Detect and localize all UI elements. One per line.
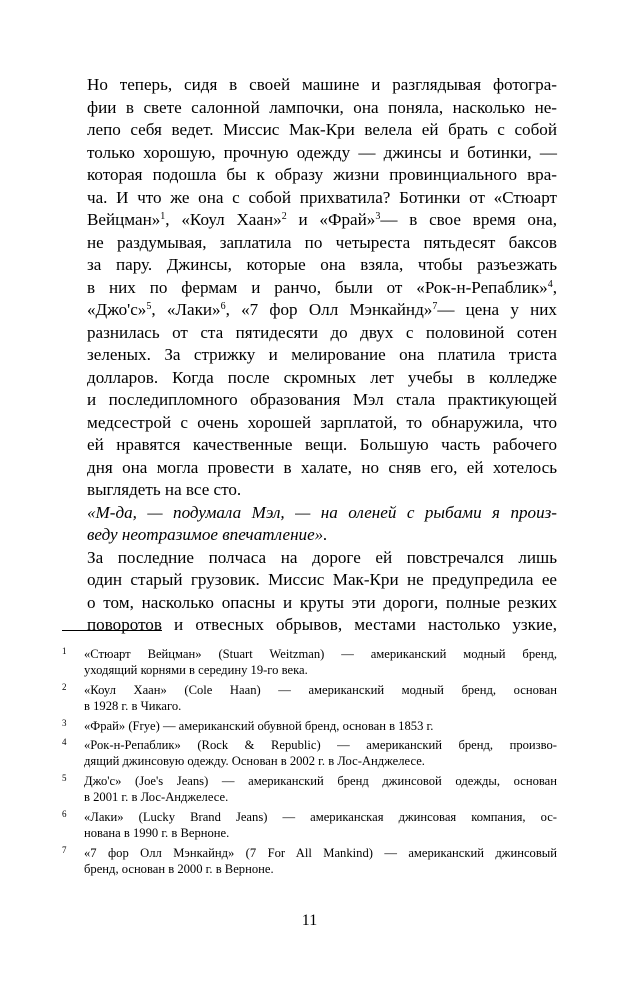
text-line: поворотов и отвесных обрывов, местами настолько узкие, xyxy=(87,615,557,634)
text-fragment: , «7 фор Олл Мэнкайнд» xyxy=(225,300,433,319)
footnote-5 xyxy=(62,773,557,805)
text-line: только хорошую, прочную одежду — джинсы и ботинки, — xyxy=(87,142,557,162)
text-fragment: , «Коул Хаан» xyxy=(165,210,282,229)
text-fragment: , «Лаки» xyxy=(151,300,221,319)
text-line: о том, насколько опасны и круты эти дороги, полные резких xyxy=(87,592,557,612)
paragraph-3 xyxy=(62,547,557,637)
main-text xyxy=(62,74,557,637)
text-line xyxy=(62,277,557,300)
text-line: дня она могла провести в халате, но сняв его, ей хотелось xyxy=(87,457,557,477)
footnotes xyxy=(62,646,557,880)
footnote-line: дящий джинсовую одежду. Основан в 2002 г. в Лос-Анджелесе. xyxy=(84,754,425,769)
footnote-divider xyxy=(62,630,162,631)
text-line: разнилась от ста пятидесяти до двух с половиной сотен xyxy=(87,322,557,342)
text-line: не раздумывая, заплатила по четыреста пятьдесят баксов xyxy=(87,232,557,252)
text-line: один старый грузовик. Миссис Мак-Кри не предупредила ее xyxy=(87,570,557,589)
text-fragment: «Джо'с» xyxy=(87,300,147,319)
footnote-line: «7 фор Олл Мэнкайнд» (7 For All Mankind) — американский джинсовый xyxy=(84,845,557,860)
text-line: медсестрой с очень хорошей зарплатой, то обнаружила, что xyxy=(87,412,557,432)
text-line xyxy=(62,299,557,322)
text-line: за пару. Джинсы, которые она взяла, чтобы разъезжать xyxy=(87,255,557,274)
text-line: «М-да, — подумала Мэл, — на оленей с рыбами я произ- xyxy=(87,502,557,522)
text-line: зеленых. За стрижку и мелирование она платила триста xyxy=(87,345,557,364)
text-line: фии в свете салонной лампочки, она поняла, насколько не- xyxy=(87,97,557,117)
footnote-ref-1: 1 xyxy=(160,211,166,222)
footnote-number: 5 xyxy=(62,772,67,783)
footnote-line: «Рок-н-Репаблик» (Rock & Republic) — американский бренд, произво- xyxy=(84,738,557,753)
footnote-4 xyxy=(62,737,557,769)
footnote-line: «Лаки» (Lucky Brand Jeans) — американская джинсовая компания, ос- xyxy=(84,809,557,824)
text-line xyxy=(62,209,557,232)
text-fragment: , xyxy=(552,277,557,297)
footnote-line: «Фрай» (Frye) — американский обувной бренд, основан в 1853 г. xyxy=(84,718,434,733)
paragraph-1 xyxy=(62,74,557,502)
text-fragment: — цена у них xyxy=(437,300,557,319)
footnote-number: 6 xyxy=(62,808,67,819)
footnote-ref-7: 7 xyxy=(432,301,438,312)
footnote-ref-6: 6 xyxy=(220,301,226,312)
footnote-ref-4: 4 xyxy=(547,278,553,290)
text-fragment: — в свое время она, xyxy=(380,210,557,229)
footnote-1 xyxy=(62,646,557,678)
text-line: выглядеть на все сто. xyxy=(87,480,242,499)
text-line: За последние полчаса на дороге ей повстречался лишь xyxy=(87,547,557,567)
footnote-ref-5: 5 xyxy=(146,301,152,312)
text-line: которая подошла бы к образу жизни провинциального вра- xyxy=(87,165,557,184)
footnote-number: 4 xyxy=(62,737,67,748)
footnote-ref-3: 3 xyxy=(375,211,381,222)
footnote-number: 3 xyxy=(62,717,67,728)
footnote-line: бренд, основан в 2000 г. в Верноне. xyxy=(84,861,274,876)
footnote-line: Джо'с» (Joe's Jeans) — американский бренд джинсовой одежды, основан xyxy=(84,773,557,788)
footnote-line: в 1928 г. в Чикаго. xyxy=(84,699,182,713)
page-number: 11 xyxy=(301,912,318,929)
footnote-number: 2 xyxy=(62,681,67,692)
text-fragment: и «Фрай» xyxy=(286,210,376,229)
text-line: веду неотразимое впечатление». xyxy=(87,525,328,544)
footnote-6 xyxy=(62,809,557,841)
text-line: ча. И что же она с собой прихватила? Ботинки от «Стюарт xyxy=(87,187,557,207)
footnote-line: нована в 1990 г. в Верноне. xyxy=(84,825,230,840)
footnote-number: 7 xyxy=(62,844,67,855)
text-line: долларов. Когда после скромных лет учебы в колледже xyxy=(87,367,557,387)
footnote-number: 1 xyxy=(62,646,67,656)
footnote-2 xyxy=(62,682,557,714)
footnote-ref-2: 2 xyxy=(281,211,287,222)
footnote-line: в 2001 г. в Лос-Анджелесе. xyxy=(84,790,229,805)
footnote-line: «Коул Хаан» (Cole Haan) — американский модный бренд, основан xyxy=(84,682,557,697)
footnote-line: уходящий корнями в середину 19-го века. xyxy=(84,663,308,678)
text-fragment: в них по фермам и ранчо, были от «Рок-н-Репаблик» xyxy=(87,277,548,297)
text-line: и последипломного образования Мэл стала практикующей xyxy=(87,390,557,409)
text-line: Но теперь, сидя в своей машине и разглядывая фотогра- xyxy=(87,75,557,94)
footnote-7 xyxy=(62,845,557,877)
paragraph-2 xyxy=(62,502,557,547)
text-fragment: Вейцман» xyxy=(87,210,161,229)
text-line: лепо себя ведет. Миссис Мак-Кри велела ей брать с собой xyxy=(87,120,557,139)
footnote-3 xyxy=(62,718,557,734)
text-line: ей нравятся качественные вещи. Большую часть рабочего xyxy=(87,435,557,454)
footnote-line: «Стюарт Вейцман» (Stuart Weitzman) — американский модный бренд, xyxy=(84,647,557,661)
